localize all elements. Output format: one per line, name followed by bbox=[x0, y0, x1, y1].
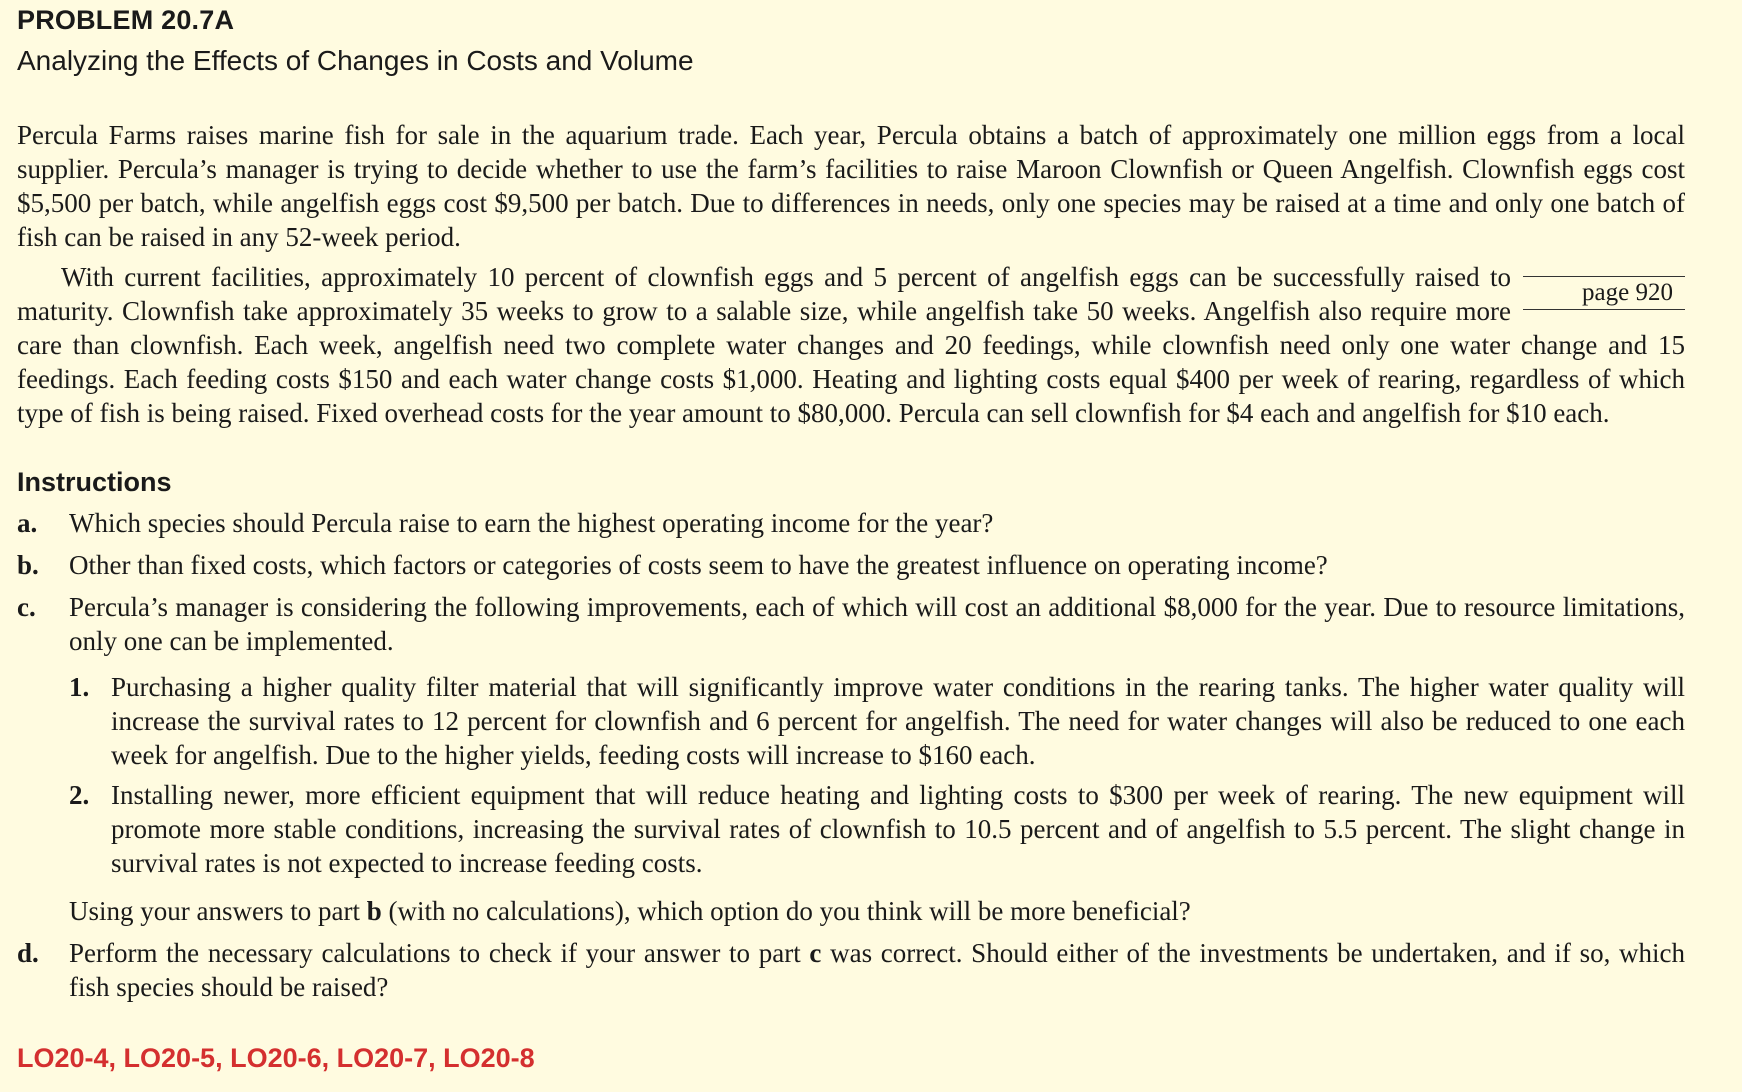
question-d-part-reference: c bbox=[809, 938, 822, 968]
option-text: Installing newer, more efficient equipment that will reduce heating and lighting costs to $300 per week of rearing. The new equipment will promote more stable conditions, increasing the survival rates of clownfish to 10.5 percent and of angelfish to 5.5 percent. The slight change in survival rates is not expected to increase feeding costs. bbox=[111, 780, 1685, 878]
followup-text-end: (with no calculations), which option do you think will be more beneficial? bbox=[381, 896, 1191, 926]
question-text: Which species should Percula raise to earn the highest operating income for the year? bbox=[69, 508, 994, 538]
question-d bbox=[17, 936, 1685, 1004]
learning-objectives: LO20-4, LO20-5, LO20-6, LO20-7, LO20-8 bbox=[17, 1043, 535, 1073]
question-a bbox=[17, 506, 1685, 540]
option-text: Purchasing a higher quality filter material that will significantly improve water conditions in the rearing tanks. The higher water quality will increase the survival rates to 12 percent for clownfish and 6 percent for angelfish. The need for water changes will also be reduced to one each week for angelfish. Due to the higher yields, feeding costs will increase to $160 each. bbox=[111, 672, 1685, 770]
question-letter: a. bbox=[17, 508, 38, 538]
question-letter: c. bbox=[17, 592, 36, 622]
option-1 bbox=[69, 670, 1685, 772]
question-letter: d. bbox=[17, 938, 39, 968]
question-d-text-start: Perform the necessary calculations to check if your answer to part bbox=[69, 938, 810, 968]
problem-page bbox=[17, 0, 1685, 1074]
body-paragraph-2 bbox=[17, 260, 1685, 430]
followup-part-reference: b bbox=[366, 896, 382, 926]
problem-title: Analyzing the Effects of Changes in Costs and Volume bbox=[17, 45, 694, 76]
question-letter: b. bbox=[17, 550, 39, 580]
question-text: Percula’s manager is considering the following improvements, each of which will cost an additional $8,000 for the year. Due to resource limitations, only one can be implemented. bbox=[69, 592, 1685, 656]
question-c-followup bbox=[69, 894, 1685, 928]
question-text: Other than fixed costs, which factors or categories of costs seem to have the greatest influence on operating income? bbox=[69, 550, 1328, 580]
option-2 bbox=[69, 778, 1685, 880]
question-c bbox=[17, 590, 1685, 658]
body-paragraph-1: Percula Farms raises marine fish for sale in the aquarium trade. Each year, Percula obtains a batch of approximately one million eggs from a local supplier. Percula’s manager is trying to decide whether to use the farm’s facilities to raise Maroon Clownfish or Queen Angelfish. Clownfish eggs cost $5,500 per batch, while angelfish eggs cost $9,500 per batch. Due to differences in needs, only one species may be raised at a time and only one batch of fish can be raised in any 52-week period. bbox=[17, 120, 1685, 252]
followup-text-start: Using your answers to part bbox=[69, 896, 367, 926]
problem-number: PROBLEM 20.7A bbox=[17, 5, 235, 35]
body-paragraph-2-text: With current facilities, approximately 10 percent of clownfish eggs and 5 percent of angelfish eggs can be successfully raised to maturity. Clownfish take approximately 35 weeks to grow to a salable size, while angelfish take 50 weeks. Angelfish also require more care than clownfish. Each week, angelfish need two complete water changes and 20 feedings, while clownfish need only one water change and 15 feedings. Each feeding costs $150 and each water change costs $1,000. Heating and lighting costs equal $400 per week of rearing, regardless of which type of fish is being raised. Fixed overhead costs for the year amount to $80,000. Percula can sell clownfish for $4 each and angelfish for $10 each. bbox=[17, 262, 1685, 428]
option-number: 2. bbox=[69, 780, 90, 810]
question-d-text-end: was correct. Should either of the investments be undertaken, and if so, which fish species should be raised? bbox=[69, 938, 1686, 1002]
instructions-heading: Instructions bbox=[17, 467, 172, 497]
page-reference: page 920 bbox=[1523, 276, 1685, 310]
question-b bbox=[17, 548, 1685, 582]
option-number: 1. bbox=[69, 672, 90, 702]
question-text bbox=[69, 936, 1685, 1004]
question-c-options bbox=[69, 670, 1685, 880]
